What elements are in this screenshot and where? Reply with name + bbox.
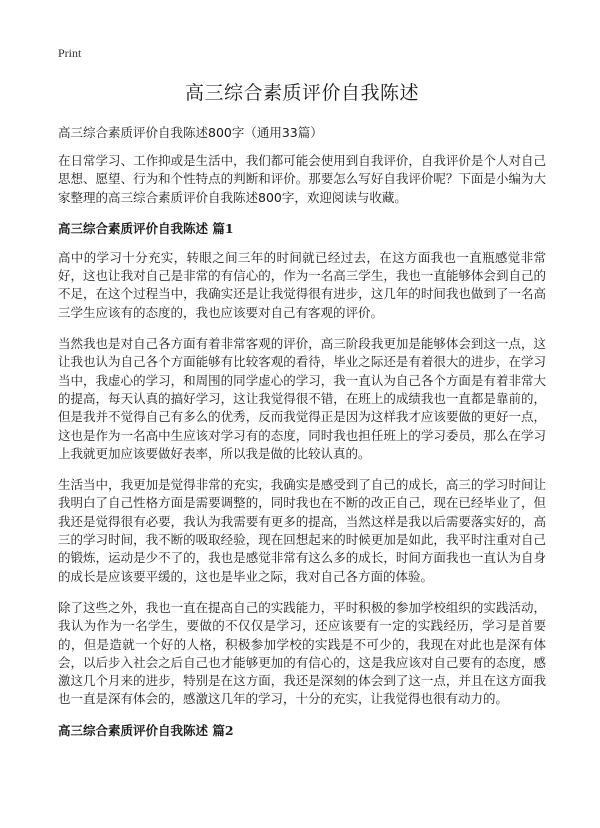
page-title: 高三综合素质评价自我陈述 — [184, 82, 419, 104]
section-heading-2: 高三综合素质评价自我陈述 篇2 — [58, 722, 234, 738]
section-heading-1: 高三综合素质评价自我陈述 篇1 — [58, 220, 234, 236]
section-1-paragraph-3: 生活当中，我更加是觉得非常的充实，我确实是感受到了自己的成长，高三的学习时间让我明白了自己性格方面是需要调整的，同时我也在不断的改正自己，现在已经毕业了，但我还是觉得很有必要，我认为我需要有更多的提高，当然这样是我以后需要落实好的，高三的学习时间，我不断的吸取经验，现在回想起来的时候更加是如此，我平时注重对自己的锻炼，运动是少不了的，我也是感觉非常有这么多的成长，时间方面我也一直认为自身的成长是应该要平缓的，这也是毕业之际，我对自己各方面的体验。 — [58, 477, 546, 584]
document-body — [58, 152, 546, 751]
section-1-paragraph-1: 高中的学习十分充实，转眼之间三年的时间就已经过去，在这方面我也一直瓶感觉非常好，这也让我对自己是非常的有信心的，作为一名高三学生，我也一直能够体会到自己的不足，在这个过程当中，我确实还是让我觉得很有进步，这几年的时间我也做到了一名高三学生应该有的态度的，我也应该要对自己有客观的评价。 — [58, 249, 546, 320]
section-1-paragraph-2: 当然我也是对自己各方面有着非常客观的评价，高三阶段我更加是能够体会到这一点，这让我也认为自己各个方面能够有比较客观的看待，毕业之际还是有着很大的进步，在学习当中，我虚心的学习，和周围的同学虚心的学习，我一直认为自己各个方面是有着非常大的提高，每天认真的搞好学习，这让我觉得很不错，在班上的成绩我也一直都是靠前的，但是我并不觉得自己有多么的优秀，反而我觉得正是因为这样我才应该要做的更好一点，这也是作为一名高中生应该对学习有的态度，同时我也担任班上的学习委员，那么在学习上我就更加应该要做好表率，所以我是做的比较认真的。 — [58, 336, 546, 461]
print-link[interactable]: Print — [58, 46, 82, 60]
intro-paragraph: 在日常学习、工作抑或是生活中，我们都可能会使用到自我评价，自我评价是个人对自己思想、愿望、行为和个性特点的判断和评价。那要怎么写好自我评价呢？下面是小编为大家整理的高三综合素质评价自我陈述800字，欢迎阅读与收藏。 — [58, 153, 546, 205]
document-subtitle: 高三综合素质评价自我陈述800字（通用33篇） — [58, 125, 323, 140]
section-1-paragraph-4: 除了这些之外，我也一直在提高自己的实践能力，平时积极的参加学校组织的实践活动，我认为作为一名学生，要做的不仅仅是学习，还应该要有一定的实践经历，学习是首要的，但是造就一个好的人格，积极参加学校的实践是不可少的，我现在对此也是深有体会，以后步入社会之后自己也才能够更加的有信心的，这是我应该对自己要有的态度，感激这几个月来的进步，特别是在这方面，我还是深刻的体会到了这一点，并且在这方面我也一直是深有体会的，感激这几年的学习，十分的充实，让我觉得也很有动力的。 — [58, 599, 546, 707]
